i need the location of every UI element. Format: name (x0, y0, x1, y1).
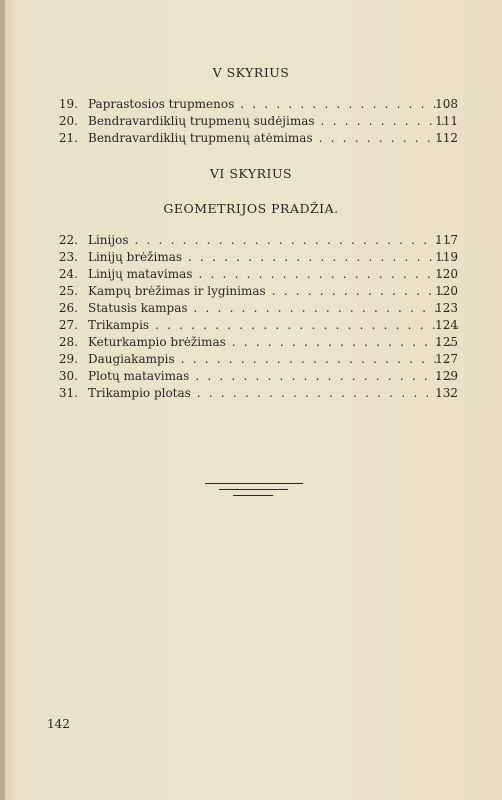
ornament-rule-medium (219, 489, 288, 490)
entry-number: 26. (58, 301, 78, 315)
entry-title: Statusis kampas . . . (88, 300, 458, 317)
entry-title: Linijų brėžimas . . . (88, 249, 458, 266)
entry-title: Linijų matavimas . . . (88, 266, 458, 283)
toc-entry (0, 368, 502, 385)
toc-entry (0, 334, 502, 351)
toc-entry (0, 96, 502, 113)
toc-entry (0, 300, 502, 317)
entry-title: Linijos . . . (88, 232, 458, 249)
entry-number: 30. (58, 369, 78, 383)
page-number: 142 (47, 717, 70, 731)
entry-page-number: 132 (435, 386, 458, 400)
toc-entry (0, 232, 502, 249)
entry-number: 19. (58, 97, 78, 111)
entry-title: Paprastosios trupmenos . . . (88, 96, 458, 113)
entry-page-number: 125 (435, 335, 458, 349)
end-ornament (0, 480, 502, 500)
entry-title: Trikampis . . . (88, 317, 458, 334)
entry-page-number: 129 (435, 369, 458, 383)
toc-entry (0, 385, 502, 402)
ornament-rule-long (205, 483, 303, 484)
entry-title: Keturkampio brėžimas . . . (88, 334, 458, 351)
entry-title: Daugiakampis . . . (88, 351, 458, 368)
entry-page-number: 123 (435, 301, 458, 315)
entry-title: Bendravardiklių trupmenų sudėjimas . . . (88, 113, 458, 130)
entry-number: 25. (58, 284, 78, 298)
toc-entry (0, 317, 502, 334)
ornament-rule-short (233, 495, 273, 496)
toc-entry (0, 113, 502, 130)
entry-number: 27. (58, 318, 78, 332)
entry-number: 28. (58, 335, 78, 349)
toc-list-chapter-vi (0, 232, 502, 402)
entry-title: Plotų matavimas . . . (88, 368, 458, 385)
entry-number: 24. (58, 267, 78, 281)
entry-number: 29. (58, 352, 78, 366)
toc-entry (0, 266, 502, 283)
entry-page-number: 117 (435, 233, 458, 247)
entry-page-number: 119 (435, 250, 458, 264)
entry-title: Trikampio plotas . . . (88, 385, 458, 402)
entry-number: 20. (58, 114, 78, 128)
entry-page-number: 111 (435, 114, 458, 128)
chapter-heading-v: V SKYRIUS (212, 65, 290, 80)
entry-page-number: 124 (435, 318, 458, 332)
chapter-heading-vi: VI SKYRIUS (209, 166, 293, 181)
entry-number: 22. (58, 233, 78, 247)
entry-page-number: 108 (435, 97, 458, 111)
chapter-subheading: GEOMETRIJOS PRADŽIA. (163, 201, 339, 216)
entry-page-number: 112 (435, 131, 458, 145)
entry-page-number: 120 (435, 284, 458, 298)
entry-number: 31. (58, 386, 78, 400)
entry-page-number: 127 (435, 352, 458, 366)
toc-entry (0, 249, 502, 266)
entry-title: Bendravardiklių trupmenų atėmimas . . . (88, 130, 458, 147)
entry-number: 23. (58, 250, 78, 264)
entry-number: 21. (58, 131, 78, 145)
entry-page-number: 120 (435, 267, 458, 281)
entry-title: Kampų brėžimas ir lyginimas . . . (88, 283, 458, 300)
toc-entry (0, 351, 502, 368)
toc-list-chapter-v (0, 96, 502, 147)
toc-entry (0, 130, 502, 147)
toc-entry (0, 283, 502, 300)
